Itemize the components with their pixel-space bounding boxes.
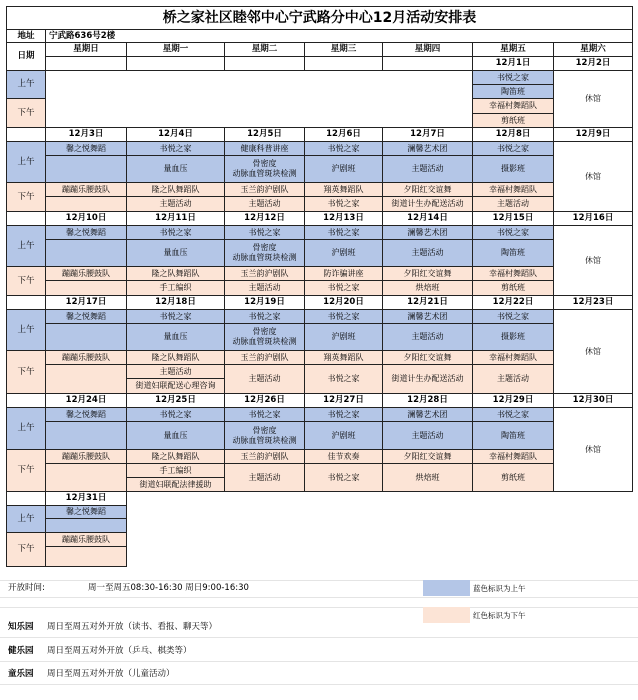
activity-cell: 主题活动: [382, 239, 473, 267]
pm-label: 下午: [6, 532, 46, 567]
activity-cell: 书悦之家: [126, 407, 225, 422]
empty-date-cell: [45, 56, 127, 71]
activity-cell: 主题活动: [382, 323, 473, 351]
area-description: 周日至周五对外开放（读书、看报、聊天等）: [47, 622, 218, 632]
weekday-header-cell: 星期一: [126, 42, 225, 57]
activity-cell: 街道计生办配送活动: [382, 196, 473, 212]
date-cell: 12月18日: [126, 295, 225, 310]
date-cell: 12月5日: [224, 127, 305, 142]
activity-cell: 隆之队舞蹈队: [126, 449, 225, 464]
closed-cell: 休馆: [553, 309, 633, 394]
date-cell: 12月24日: [45, 393, 127, 408]
activity-cell: 玉兰韵沪剧队: [224, 182, 305, 197]
activity-cell: 主题活动: [224, 364, 305, 394]
date-cell: 12月31日: [45, 491, 127, 506]
activity-cell: 街道妇联配法律援助: [126, 477, 225, 492]
activity-cell: 夕阳红交谊舞: [382, 182, 473, 197]
date-cell: 12月22日: [472, 295, 554, 310]
weekday-header-cell: 星期三: [304, 42, 383, 57]
empty-cell: [45, 280, 127, 296]
activity-cell: 主题活动: [126, 196, 225, 212]
activity-cell: 沪剧班: [304, 239, 383, 267]
pm-label: 下午: [6, 449, 46, 492]
empty-date-cell: [382, 56, 473, 71]
activity-cell: 书悦之家: [304, 280, 383, 296]
activity-cell: 翔英舞蹈队: [304, 182, 383, 197]
activity-cell: 主题活动: [224, 280, 305, 296]
activity-cell: 骨密度 动脉血管斑块检测: [224, 239, 305, 267]
opening-hours: 周一至周五08:30-16:30 周日9:00-16:30: [88, 583, 249, 593]
empty-date-cell: [224, 56, 305, 71]
gridline: [0, 637, 638, 638]
empty-cell: [45, 421, 127, 450]
am-label: 上午: [6, 225, 46, 267]
activity-cell: 书悦之家: [304, 225, 383, 240]
date-cell: 12月7日: [382, 127, 473, 142]
activity-cell: 沪剧班: [304, 421, 383, 450]
activity-cell: 澜馨艺术团: [382, 141, 473, 156]
activity-cell: 陶笛班: [472, 239, 554, 267]
activity-cell: 烘焙班: [382, 280, 473, 296]
activity-cell: 骨密度 动脉血管斑块检测: [224, 323, 305, 351]
closed-cell: 休馆: [553, 70, 633, 128]
date-cell: 12月16日: [553, 211, 633, 226]
legend-am-text: 蓝色标识为上午: [473, 584, 526, 593]
activity-cell: 书悦之家: [304, 196, 383, 212]
sheet-title: 桥之家社区睦邻中心宁武路分中心12月活动安排表: [6, 6, 633, 30]
date-row-label-cell: [6, 127, 46, 142]
weekday-header-cell: 星期日: [45, 42, 127, 57]
activity-cell: 烘焙班: [382, 463, 473, 492]
activity-cell: 幸福村舞蹈队: [472, 98, 554, 114]
date-cell: 12月21日: [382, 295, 473, 310]
activity-cell: 量血压: [126, 323, 225, 351]
activity-cell: 书悦之家: [126, 309, 225, 324]
gridline: [0, 684, 638, 685]
activity-cell: 量血压: [126, 421, 225, 450]
activity-cell: 隆之队舞蹈队: [126, 350, 225, 365]
empty-cell: [45, 155, 127, 183]
activity-cell: 量血压: [126, 239, 225, 267]
activity-cell: 蹦蹦乐腰鼓队: [45, 532, 127, 547]
area-description: 周日至周五对外开放（乒乓、棋类等）: [47, 646, 192, 656]
activity-cell: 蹦蹦乐腰鼓队: [45, 266, 127, 281]
am-label: 上午: [6, 505, 46, 533]
date-cell: 12月14日: [382, 211, 473, 226]
gridline: [0, 597, 638, 598]
activity-cell: 夕阳红交谊舞: [382, 350, 473, 365]
date-cell: 12月29日: [472, 393, 554, 408]
pm-label: 下午: [6, 350, 46, 394]
pm-label: 下午: [6, 266, 46, 296]
activity-cell: 摄影班: [472, 323, 554, 351]
date-cell: 12月1日: [472, 56, 554, 71]
activity-cell: 主题活动: [382, 155, 473, 183]
empty-cell: [45, 546, 127, 567]
am-label: 上午: [6, 309, 46, 351]
date-cell: 12月6日: [304, 127, 383, 142]
activity-cell: 书悦之家: [126, 225, 225, 240]
activity-cell: 馨之悦舞蹈: [45, 407, 127, 422]
activity-cell: 陶笛班: [472, 421, 554, 450]
date-cell: 12月28日: [382, 393, 473, 408]
date-row-label-cell: [6, 211, 46, 226]
empty-date-cell: [304, 56, 383, 71]
empty-cell: [45, 196, 127, 212]
date-cell: 12月20日: [304, 295, 383, 310]
activity-cell: 主题活动: [224, 463, 305, 492]
date-row-label-cell: [6, 393, 46, 408]
am-label: 上午: [6, 70, 46, 99]
date-cell: 12月19日: [224, 295, 305, 310]
legend-pm-text: 红色标识为下午: [473, 611, 526, 620]
area-description: 周日至周五对外开放（儿童活动）: [47, 669, 175, 679]
activity-cell: 手工编织: [126, 463, 225, 478]
activity-cell: 玉兰韵沪剧队: [224, 266, 305, 281]
date-cell: 12月23日: [553, 295, 633, 310]
date-cell: 12月9日: [553, 127, 633, 142]
address-value: 宁武路636号2楼: [45, 29, 633, 43]
activity-cell: 澜馨艺术团: [382, 309, 473, 324]
activity-cell: 书悦之家: [472, 309, 554, 324]
activity-cell: 书悦之家: [304, 407, 383, 422]
activity-cell: 街道妇联配送心理咨询: [126, 378, 225, 394]
am-label: 上午: [6, 141, 46, 183]
date-cell: 12月3日: [45, 127, 127, 142]
area-name: 知乐园: [8, 622, 34, 632]
activity-cell: 沪剧班: [304, 323, 383, 351]
activity-cell: 幸福村舞蹈队: [472, 182, 554, 197]
pm-label: 下午: [6, 98, 46, 128]
date-label: 日期: [6, 42, 46, 71]
date-cell: 12月27日: [304, 393, 383, 408]
date-cell: 12月30日: [553, 393, 633, 408]
activity-cell: 主题活动: [382, 421, 473, 450]
activity-cell: 书悦之家: [224, 225, 305, 240]
activity-cell: 书悦之家: [304, 463, 383, 492]
date-cell: 12月11日: [126, 211, 225, 226]
closed-cell: 休馆: [553, 407, 633, 492]
legend-am-swatch: [423, 580, 470, 596]
date-row-label-cell: [6, 491, 46, 506]
legend-pm-swatch: [423, 607, 470, 623]
empty-cell: [45, 364, 127, 394]
activity-cell: 书悦之家: [126, 141, 225, 156]
date-cell: 12月10日: [45, 211, 127, 226]
activity-cell: 馨之悦舞蹈: [45, 225, 127, 240]
activity-cell: 街道计生办配送活动: [382, 364, 473, 394]
weekday-header-cell: 星期二: [224, 42, 305, 57]
activity-cell: 骨密度 动脉血管斑块检测: [224, 421, 305, 450]
activity-cell: 书悦之家: [472, 141, 554, 156]
activity-cell: 剪纸班: [472, 463, 554, 492]
activity-cell: 健康科普讲座: [224, 141, 305, 156]
activity-cell: 剪纸班: [472, 113, 554, 128]
activity-cell: 量血压: [126, 155, 225, 183]
empty-cell: [45, 323, 127, 351]
activity-cell: 馨之悦舞蹈: [45, 505, 127, 519]
date-cell: 12月26日: [224, 393, 305, 408]
date-cell: 12月4日: [126, 127, 225, 142]
closed-cell: 休馆: [553, 141, 633, 212]
activity-cell: 剪纸班: [472, 280, 554, 296]
weekday-header-cell: 星期五: [472, 42, 554, 57]
activity-cell: 幸福村舞蹈队: [472, 449, 554, 464]
empty-cell: [45, 239, 127, 267]
activity-cell: 幸福村舞蹈队: [472, 266, 554, 281]
activity-cell: 书悦之家: [472, 225, 554, 240]
activity-cell: 澜馨艺术团: [382, 407, 473, 422]
activity-cell: 蹦蹦乐腰鼓队: [45, 449, 127, 464]
activity-cell: 馨之悦舞蹈: [45, 309, 127, 324]
address-label: 地址: [6, 29, 46, 43]
activity-cell: 幸福村舞蹈队: [472, 350, 554, 365]
area-name: 童乐园: [8, 669, 34, 679]
activity-cell: 蹦蹦乐腰鼓队: [45, 350, 127, 365]
activity-cell: 翔英舞蹈队: [304, 350, 383, 365]
activity-cell: 防诈骗讲座: [304, 266, 383, 281]
activity-cell: 主题活动: [224, 196, 305, 212]
activity-cell: 陶笛班: [472, 84, 554, 99]
am-label: 上午: [6, 407, 46, 450]
activity-cell: 玉兰韵沪剧队: [224, 350, 305, 365]
activity-cell: 骨密度 动脉血管斑块检测: [224, 155, 305, 183]
date-cell: 12月2日: [553, 56, 633, 71]
blank-block: [45, 70, 473, 128]
activity-cell: 书悦之家: [224, 407, 305, 422]
activity-cell: 书悦之家: [472, 70, 554, 85]
activity-cell: 隆之队舞蹈队: [126, 182, 225, 197]
empty-cell: [45, 518, 127, 533]
opening-hours-label: 开放时间:: [8, 583, 45, 593]
area-name: 健乐园: [8, 646, 34, 656]
gridline: [0, 607, 638, 608]
closed-cell: 休馆: [553, 225, 633, 296]
activity-cell: 书悦之家: [304, 364, 383, 394]
activity-cell: 书悦之家: [472, 407, 554, 422]
date-cell: 12月25日: [126, 393, 225, 408]
weekday-header-cell: 星期六: [553, 42, 633, 57]
activity-cell: 蹦蹦乐腰鼓队: [45, 182, 127, 197]
empty-date-cell: [126, 56, 225, 71]
date-cell: 12月12日: [224, 211, 305, 226]
activity-cell: 隆之队舞蹈队: [126, 266, 225, 281]
date-row-label-cell: [6, 295, 46, 310]
activity-cell: 澜馨艺术团: [382, 225, 473, 240]
date-cell: 12月8日: [472, 127, 554, 142]
activity-cell: 主题活动: [472, 364, 554, 394]
pm-label: 下午: [6, 182, 46, 212]
activity-cell: 书悦之家: [224, 309, 305, 324]
weekday-header-cell: 星期四: [382, 42, 473, 57]
date-cell: 12月17日: [45, 295, 127, 310]
activity-cell: 沪剧班: [304, 155, 383, 183]
activity-cell: 主题活动: [126, 364, 225, 379]
activity-cell: 摄影班: [472, 155, 554, 183]
activity-cell: 佳节欢奏: [304, 449, 383, 464]
activity-cell: 玉兰韵沪剧队: [224, 449, 305, 464]
activity-cell: 夕阳红交谊舞: [382, 266, 473, 281]
activity-cell: 书悦之家: [304, 141, 383, 156]
activity-cell: 手工编织: [126, 280, 225, 296]
activity-cell: 夕阳红交谊舞: [382, 449, 473, 464]
activity-cell: 主题活动: [472, 196, 554, 212]
date-cell: 12月15日: [472, 211, 554, 226]
date-cell: 12月13日: [304, 211, 383, 226]
activity-cell: 馨之悦舞蹈: [45, 141, 127, 156]
gridline: [0, 661, 638, 662]
empty-cell: [45, 463, 127, 492]
activity-cell: 书悦之家: [304, 309, 383, 324]
